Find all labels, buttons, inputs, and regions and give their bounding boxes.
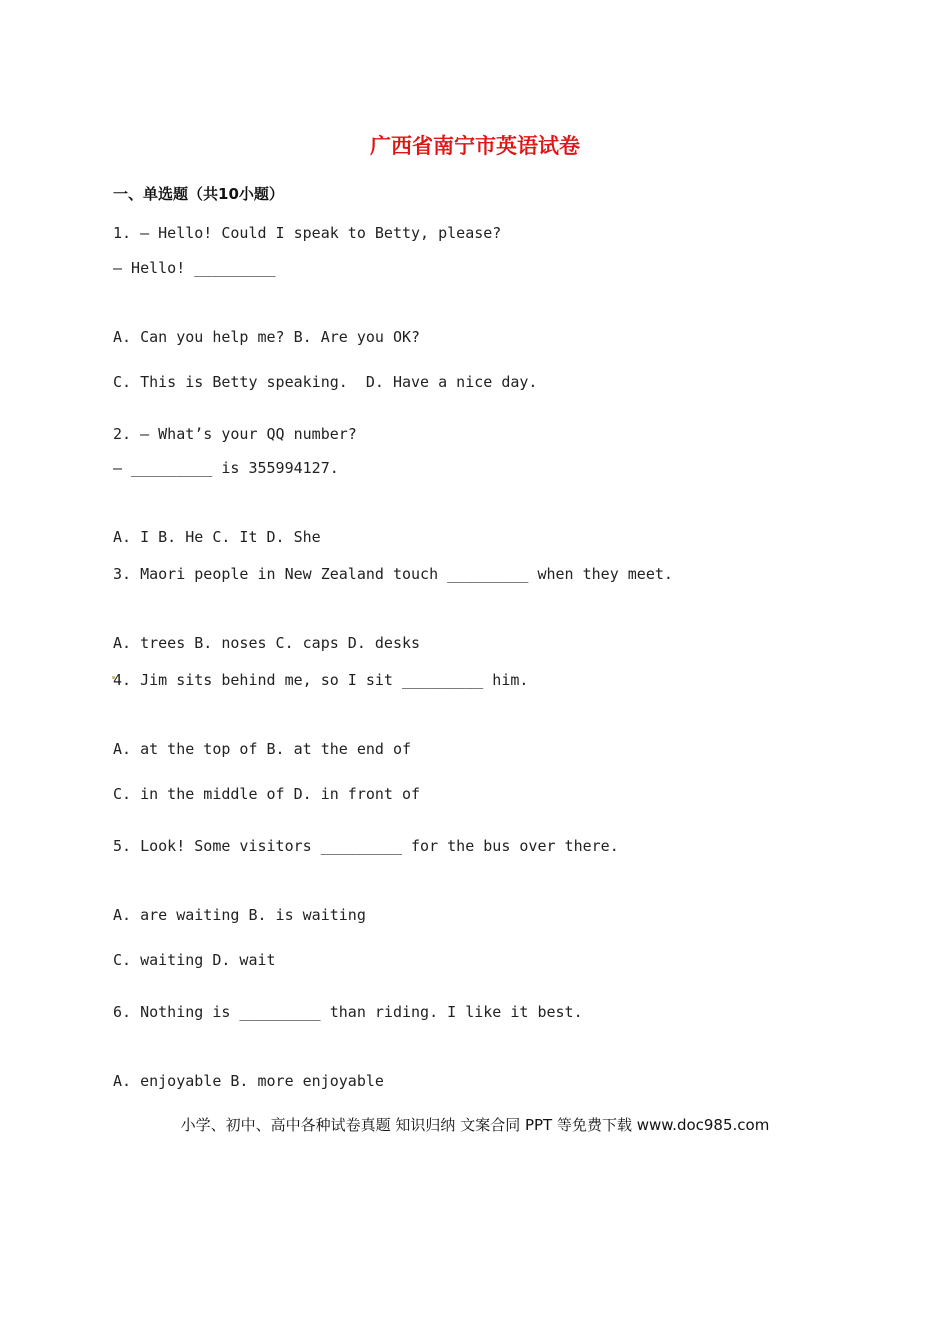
question-1-options-cd: C. This is Betty speaking. D. Have a nice day.	[113, 373, 538, 391]
question-1-options-ab: A. Can you help me? B. Are you OK?	[113, 328, 421, 346]
question-4-stem: 4. Jim sits behind me, so I sit _________ him.	[113, 671, 529, 689]
question-6-stem: 6. Nothing is _________ than riding. I like it best.	[113, 1003, 583, 1021]
question-4-options-ab: A. at the top of B. at the end of	[113, 740, 412, 758]
section-heading: 一、单选题（共10小题）	[113, 185, 284, 203]
page-footer: 小学、初中、高中各种试卷真题 知识归纳 文案合同 PPT 等免费下载 www.doc985.com	[180, 1116, 770, 1134]
question-3-stem: 3. Maori people in New Zealand touch _________ when they meet.	[113, 565, 673, 583]
question-6-options-ab: A. enjoyable B. more enjoyable	[113, 1072, 384, 1090]
question-1-line-2: — Hello! _________	[113, 259, 276, 277]
question-2-line-1: 2. — What’s your QQ number?	[113, 425, 357, 443]
question-3-options: A. trees B. noses C. caps D. desks	[113, 634, 421, 652]
question-5-options-cd: C. waiting D. wait	[113, 951, 276, 969]
question-5-stem: 5. Look! Some visitors _________ for the bus over there.	[113, 837, 619, 855]
page-title: 广西省南宁市英语试卷	[370, 133, 580, 158]
question-5-options-ab: A. are waiting B. is waiting	[113, 906, 366, 924]
question-2-line-2: — _________ is 355994127.	[113, 459, 339, 477]
question-1-line-1: 1. — Hello! Could I speak to Betty, please?	[113, 224, 502, 242]
question-4-options-cd: C. in the middle of D. in front of	[113, 785, 421, 803]
question-2-options: A. I B. He C. It D. She	[113, 528, 321, 546]
